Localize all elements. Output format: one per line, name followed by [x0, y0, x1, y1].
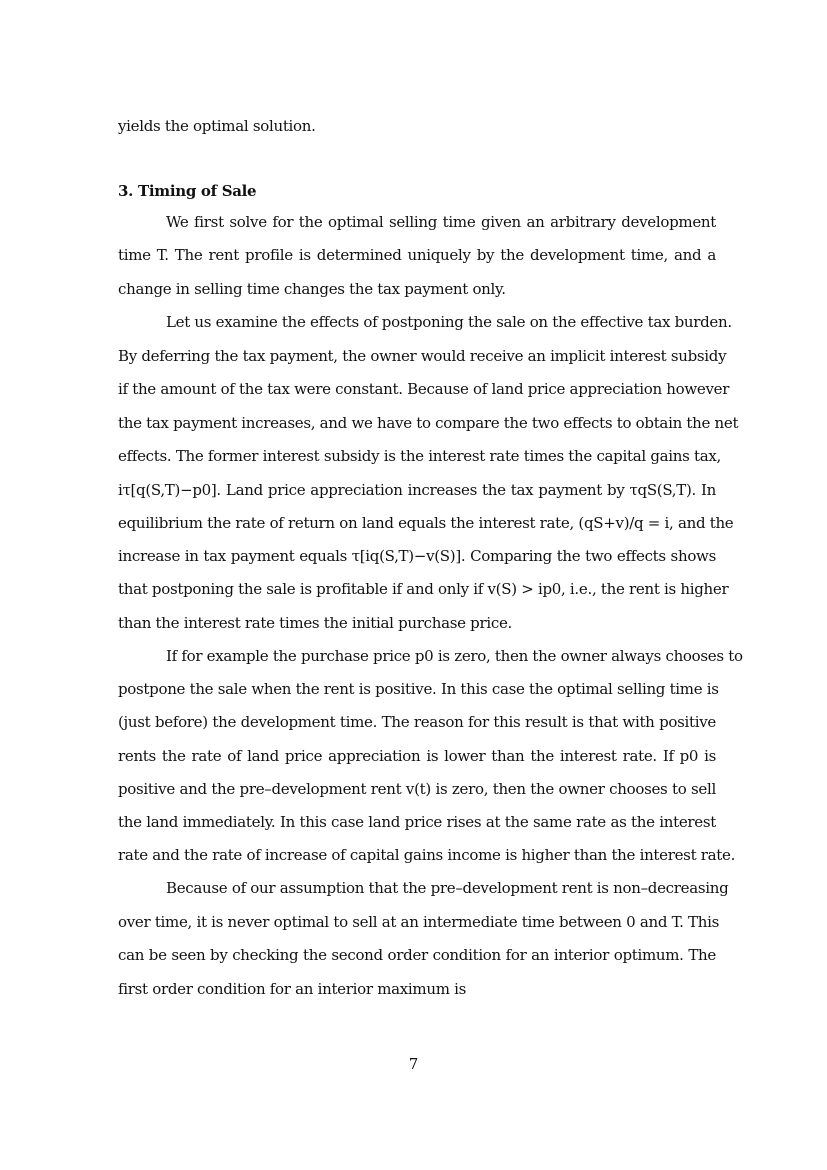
paragraph-3-line: the land immediately. In this case land price rises at the same rate as the interest: [118, 813, 716, 831]
paragraph-2-line: iτ[q(S,T)−p0]. Land price appreciation increases the tax payment by τqS(S,T). In: [118, 481, 716, 499]
paragraph-3-line: rate and the rate of increase of capital gains income is higher than the interest rate.: [118, 846, 736, 864]
paragraph-1-line: We first solve for the optimal selling time given an arbitrary development: [166, 213, 716, 231]
paragraph-2-line: the tax payment increases, and we have to compare the two effects to obtain the net: [118, 414, 739, 432]
paragraph-4-line: can be seen by checking the second order condition for an interior optimum. The: [118, 946, 716, 964]
section-heading: 3. Timing of Sale: [118, 182, 257, 200]
paragraph-2-line: equilibrium the rate of return on land equals the interest rate, (qS+v)/q = i, and the: [118, 514, 734, 532]
paragraph-2-line: effects. The former interest subsidy is the interest rate times the capital gains tax,: [118, 447, 721, 465]
paragraph-1-line: change in selling time changes the tax payment only.: [118, 280, 506, 298]
paragraph-3-line: postpone the sale when the rent is positive. In this case the optimal selling time is: [118, 680, 719, 698]
paragraph-1-line: time T. The rent profile is determined uniquely by the development time, and a: [118, 246, 716, 264]
paragraph-3-line: positive and the pre–development rent v(t) is zero, then the owner chooses to sell: [118, 780, 716, 798]
paragraph-4-line: Because of our assumption that the pre–development rent is non–decreasing: [166, 879, 729, 897]
paragraph-2-line: Let us examine the effects of postponing the sale on the effective tax burden.: [166, 313, 732, 331]
page-number: 7: [408, 1055, 419, 1073]
paragraph-2-line: that postponing the sale is profitable if and only if v(S) > ip0, i.e., the rent is higher: [118, 580, 729, 598]
paragraph-2-line: than the interest rate times the initial purchase price.: [118, 614, 512, 632]
paragraph-3-line: (just before) the development time. The reason for this result is that with positive: [118, 713, 716, 731]
paragraph-2-line: if the amount of the tax were constant. Because of land price appreciation however: [118, 380, 730, 398]
paragraph-3-line: If for example the purchase price p0 is zero, then the owner always chooses to: [166, 647, 743, 665]
paragraph-2-line: By deferring the tax payment, the owner would receive an implicit interest subsidy: [118, 347, 727, 365]
paragraph-2-line: increase in tax payment equals τ[iq(S,T)−v(S)]. Comparing the two effects shows: [118, 547, 716, 565]
intro-line: yields the optimal solution.: [118, 117, 316, 135]
paragraph-3-line: rents the rate of land price appreciation is lower than the interest rate. If p0 is: [118, 747, 716, 765]
paragraph-4-line: first order condition for an interior maximum is: [118, 980, 466, 998]
paragraph-4-line: over time, it is never optimal to sell at an intermediate time between 0 and T. This: [118, 913, 719, 931]
